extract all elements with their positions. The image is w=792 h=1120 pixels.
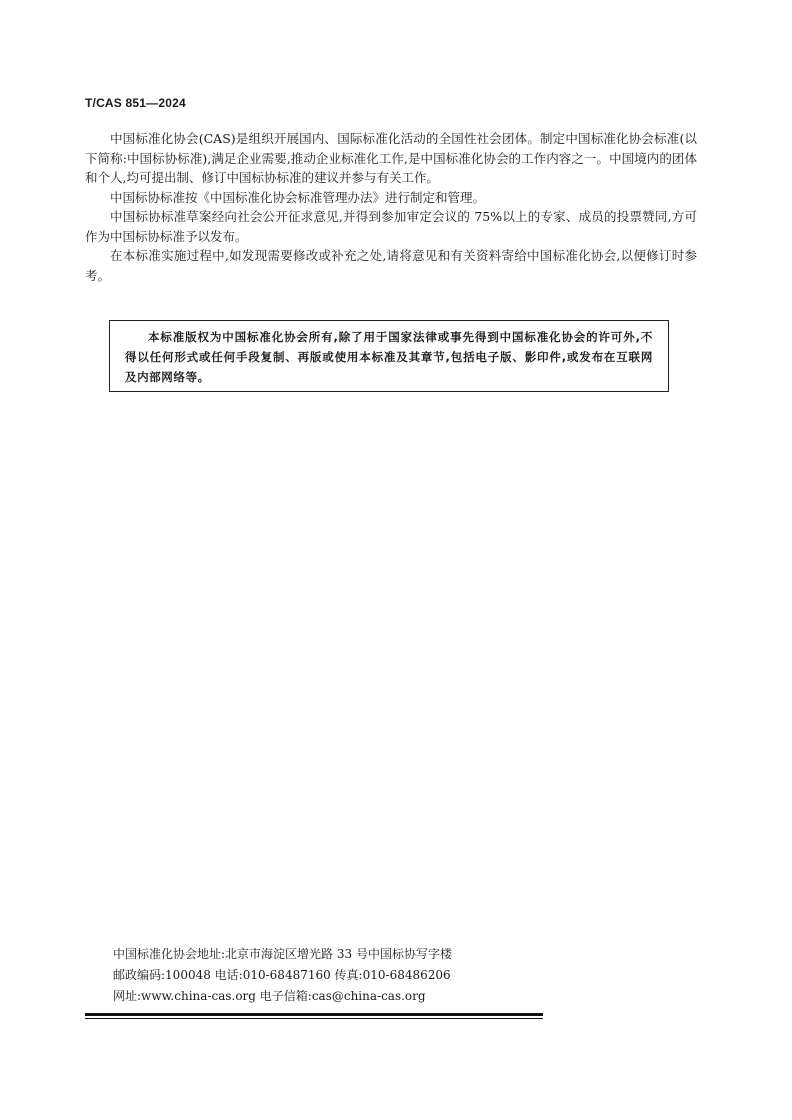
contact-phones: 邮政编码:100048 电话:010-68487160 传真:010-68486206 (113, 968, 451, 982)
intro-paragraph-management: 中国标协标准按《中国标准化协会标准管理办法》进行制定和管理。 (110, 189, 486, 205)
intro-section (85, 129, 697, 285)
footer-rule-thick (85, 1013, 543, 1016)
intro-paragraph-approval: 中国标协标准草案经向社会公开征求意见,并得到参加审定会议的 75%以上的专家、成员的投票赞同,方可作为中国标协标准予以发布。 (85, 209, 697, 244)
contact-web-email: 网址:www.china-cas.org 电子信箱:cas@china-cas.org (113, 989, 426, 1003)
intro-paragraph-cas: 中国标准化协会(CAS)是组织开展国内、国际标准化活动的全国性社会团体。制定中国标准化协会标准(以下简称:中国标协标准),满足企业需要,推动企业标准化工作,是中国标准化协会的工作内容之一。中国境内的团体和个人,均可提出制、修订中国标协标准的建议并参与有关工作。 (85, 131, 697, 185)
contact-address: 中国标准化协会地址:北京市海淀区增光路 33 号中国标协写字楼 (113, 947, 452, 961)
copyright-notice-box (109, 320, 669, 392)
contact-info (113, 944, 573, 1007)
standard-code: T/CAS 851—2024 (85, 96, 186, 110)
footer-rule-thin (85, 1018, 543, 1019)
intro-paragraph-feedback: 在本标准实施过程中,如发现需要修改或补充之处,请将意见和有关资料寄给中国标准化协会,以便修订时参考。 (85, 248, 697, 283)
copyright-notice-text: 本标准版权为中国标准化协会所有,除了用于国家法律或事先得到中国标准化协会的许可外,不得以任何形式或任何手段复制、再版或使用本标准及其章节,包括电子版、影印件,或发布在互联网及内部网络等。 (125, 330, 653, 384)
